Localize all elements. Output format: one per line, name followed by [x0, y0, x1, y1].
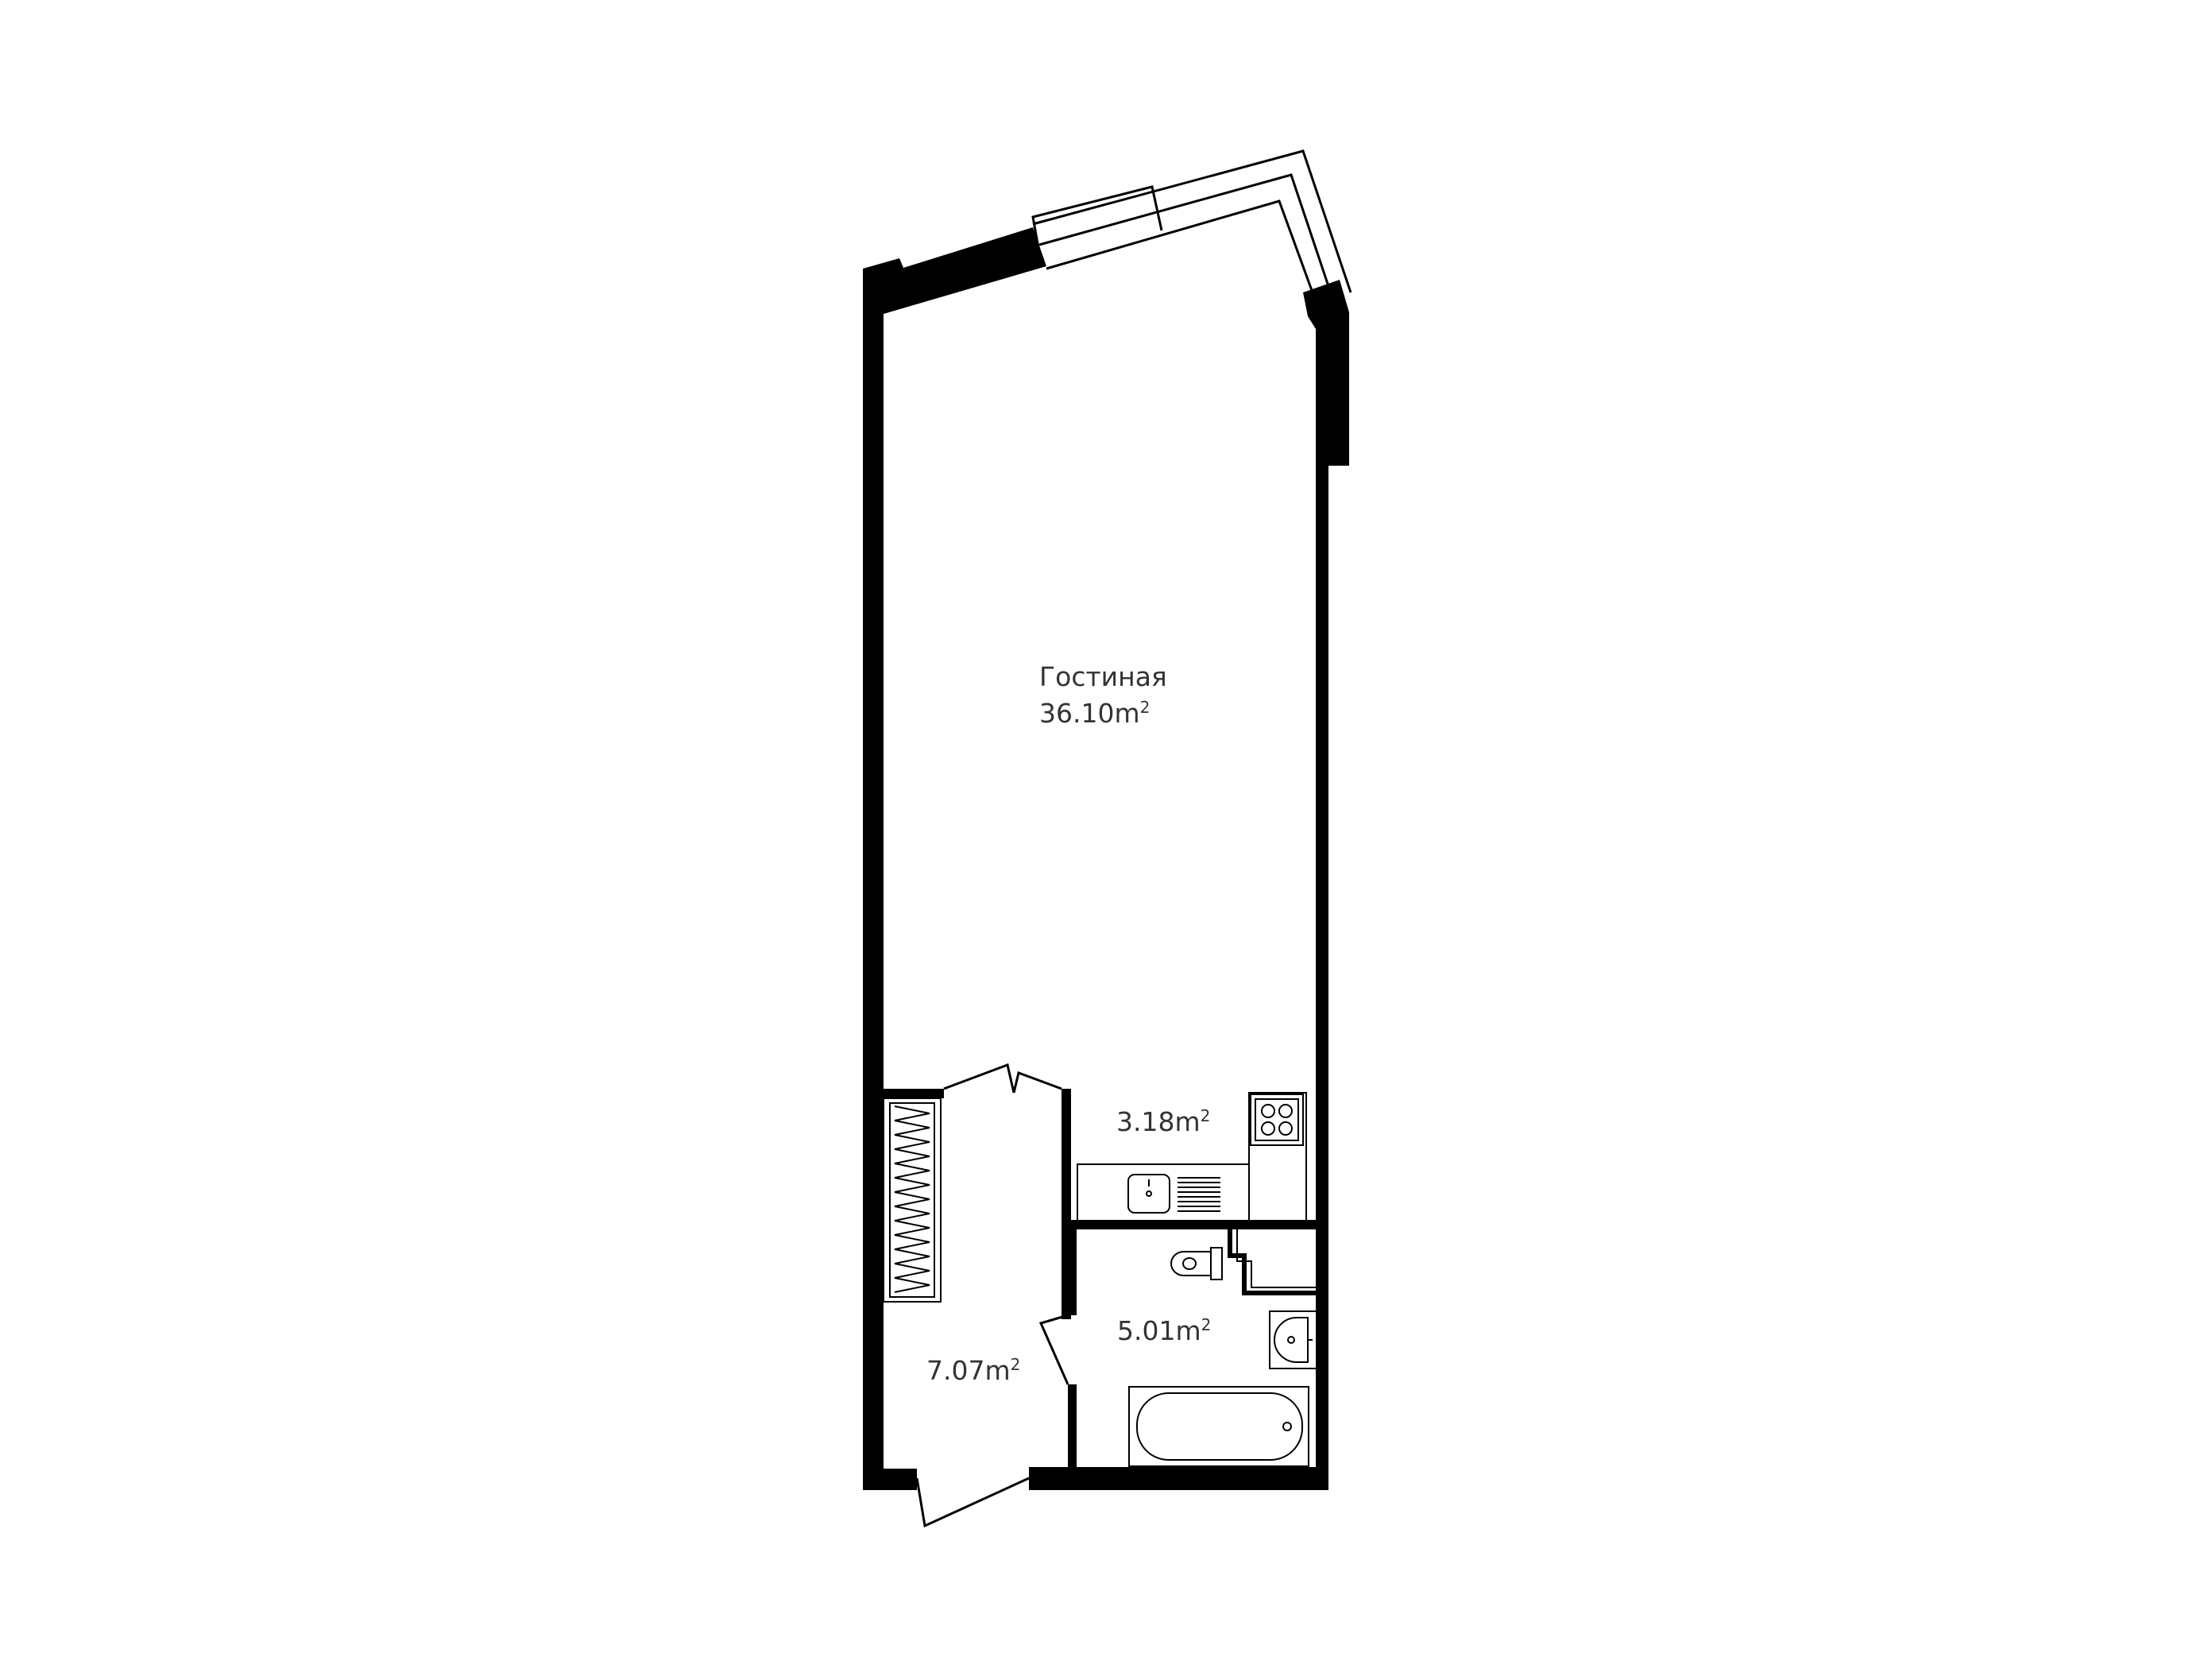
balcony-window-box	[1033, 187, 1162, 261]
wardrobe-hangers	[895, 1106, 930, 1292]
doors	[917, 1065, 1068, 1526]
burner-icon	[1262, 1122, 1274, 1135]
drain-icon	[1288, 1337, 1294, 1343]
door-bathroom	[1041, 1315, 1068, 1384]
stove-top	[1255, 1099, 1298, 1140]
bathroom-fixtures	[1129, 1248, 1317, 1466]
stove	[1251, 1094, 1303, 1145]
drainboard	[1178, 1178, 1220, 1211]
wall-bottom-left	[863, 1469, 917, 1490]
toilet-tank	[1211, 1248, 1222, 1279]
door-entrance	[917, 1478, 1029, 1526]
room-area-living: $36.10m^2$	[1039, 698, 1150, 729]
wall-right-pillar	[1303, 280, 1349, 466]
drain-icon	[1147, 1191, 1151, 1196]
toilet-seat	[1183, 1258, 1196, 1269]
wardrobe-box	[884, 1098, 941, 1302]
utility-shaft-inner	[1237, 1229, 1319, 1287]
balcony	[1033, 151, 1351, 310]
interior-walls	[884, 1089, 1319, 1472]
room-area-kitchen: $3.18m^2$	[1116, 1106, 1211, 1137]
wall-bath-left	[1068, 1220, 1077, 1315]
door-hall-leaf-right	[1014, 1073, 1062, 1093]
wall-left	[863, 269, 884, 1490]
washbasin-bowl	[1274, 1318, 1308, 1362]
room-area-hall: $7.07m^2$	[926, 1355, 1021, 1386]
room-area-bathroom: $5.01m^2$	[1117, 1315, 1212, 1346]
door-hall-leaf-left	[944, 1065, 1014, 1093]
burner-icon	[1279, 1105, 1292, 1117]
burner-icon	[1279, 1122, 1292, 1135]
balcony-rail-inner	[1046, 201, 1319, 310]
wall-top-left	[863, 227, 1046, 320]
wardrobe	[884, 1098, 941, 1302]
room-name-living: Гостиная	[1039, 661, 1167, 692]
balcony-rail-middle	[1039, 175, 1333, 300]
bathtub-basin	[1137, 1393, 1302, 1460]
burner-icon	[1262, 1105, 1274, 1117]
wall-hall-top	[884, 1089, 944, 1098]
drain-icon	[1283, 1423, 1291, 1430]
wall-hall-right-bottom	[1068, 1384, 1077, 1472]
exterior-walls	[863, 227, 1349, 1490]
toilet-bowl	[1171, 1252, 1211, 1276]
bathtub	[1129, 1387, 1309, 1466]
balcony-rail-outer	[1033, 151, 1351, 292]
